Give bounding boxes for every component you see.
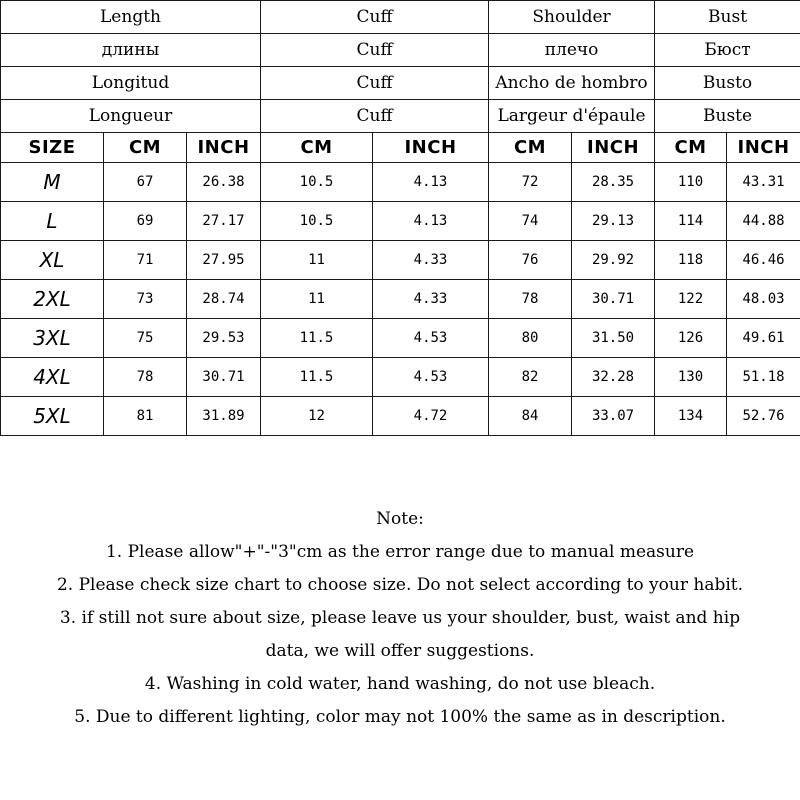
shoulder-inch: 31.50 — [572, 319, 655, 358]
length-cm: 81 — [104, 397, 187, 436]
length-inch: 30.71 — [187, 358, 261, 397]
size-label: 4XL — [1, 358, 104, 397]
header-cuff: Cuff — [261, 1, 489, 34]
header-length: длины — [1, 34, 261, 67]
shoulder-cm: 84 — [489, 397, 572, 436]
header-bust: Busto — [655, 67, 800, 100]
bust-cm: 122 — [655, 280, 727, 319]
cuff-cm: 11 — [261, 280, 373, 319]
header-shoulder: Shoulder — [489, 1, 655, 34]
length-inch: 28.74 — [187, 280, 261, 319]
unit-inch: INCH — [187, 133, 261, 163]
shoulder-inch: 29.13 — [572, 202, 655, 241]
cuff-cm: 11.5 — [261, 358, 373, 397]
cuff-inch: 4.33 — [373, 280, 489, 319]
shoulder-inch: 29.92 — [572, 241, 655, 280]
cuff-inch: 4.13 — [373, 202, 489, 241]
unit-row — [1, 133, 800, 163]
cuff-inch: 4.13 — [373, 163, 489, 202]
bust-inch: 48.03 — [727, 280, 800, 319]
note-line: 1. Please allow"+"-"3"cm as the error range due to manual measure — [105, 542, 695, 562]
header-shoulder: Largeur d'épaule — [489, 100, 655, 133]
length-inch: 29.53 — [187, 319, 261, 358]
header-length: Longueur — [1, 100, 261, 133]
header-bust: Buste — [655, 100, 800, 133]
note-line: 2. Please check size chart to choose size. Do not select according to your habit. — [56, 575, 744, 595]
bust-inch: 46.46 — [727, 241, 800, 280]
table-row — [1, 241, 800, 280]
cuff-cm: 11 — [261, 241, 373, 280]
size-label: 5XL — [1, 397, 104, 436]
shoulder-inch: 33.07 — [572, 397, 655, 436]
shoulder-inch: 32.28 — [572, 358, 655, 397]
header-length: Longitud — [1, 67, 261, 100]
header-length: Length — [1, 1, 261, 34]
table-row — [1, 358, 800, 397]
length-inch: 26.38 — [187, 163, 261, 202]
length-cm: 78 — [104, 358, 187, 397]
cuff-cm: 11.5 — [261, 319, 373, 358]
note-line: data, we will offer suggestions. — [265, 641, 535, 661]
cuff-inch: 4.53 — [373, 358, 489, 397]
note-line: 3. if still not sure about size, please leave us your shoulder, bust, waist and hip — [59, 608, 741, 628]
bust-inch: 43.31 — [727, 163, 800, 202]
bust-cm: 130 — [655, 358, 727, 397]
bust-cm: 126 — [655, 319, 727, 358]
bust-cm: 134 — [655, 397, 727, 436]
shoulder-cm: 78 — [489, 280, 572, 319]
notes-title: Note: — [376, 509, 424, 529]
cuff-cm: 12 — [261, 397, 373, 436]
header-bust: Бюст — [655, 34, 800, 67]
header-row-english — [1, 1, 800, 34]
header-shoulder: плечо — [489, 34, 655, 67]
length-inch: 31.89 — [187, 397, 261, 436]
cuff-inch: 4.53 — [373, 319, 489, 358]
unit-cm: CM — [104, 133, 187, 163]
table-row — [1, 280, 800, 319]
shoulder-cm: 74 — [489, 202, 572, 241]
shoulder-cm: 76 — [489, 241, 572, 280]
size-label: XL — [1, 241, 104, 280]
header-row-french — [1, 100, 800, 133]
header-cuff: Cuff — [261, 100, 489, 133]
unit-inch: INCH — [373, 133, 489, 163]
header-cuff: Cuff — [261, 67, 489, 100]
header-shoulder: Ancho de hombro — [489, 67, 655, 100]
bust-cm: 114 — [655, 202, 727, 241]
unit-cm: CM — [655, 133, 727, 163]
table-row — [1, 319, 800, 358]
size-label: L — [1, 202, 104, 241]
header-row-spanish — [1, 67, 800, 100]
shoulder-cm: 80 — [489, 319, 572, 358]
shoulder-inch: 30.71 — [572, 280, 655, 319]
cuff-cm: 10.5 — [261, 202, 373, 241]
size-label: 3XL — [1, 319, 104, 358]
cuff-inch: 4.33 — [373, 241, 489, 280]
cuff-cm: 10.5 — [261, 163, 373, 202]
length-inch: 27.17 — [187, 202, 261, 241]
header-bust: Bust — [655, 1, 800, 34]
bust-inch: 51.18 — [727, 358, 800, 397]
length-cm: 73 — [104, 280, 187, 319]
size-label: 2XL — [1, 280, 104, 319]
length-inch: 27.95 — [187, 241, 261, 280]
bust-cm: 118 — [655, 241, 727, 280]
bust-inch: 44.88 — [727, 202, 800, 241]
bust-cm: 110 — [655, 163, 727, 202]
shoulder-cm: 72 — [489, 163, 572, 202]
size-column-header: SIZE — [1, 133, 104, 163]
table-row — [1, 202, 800, 241]
unit-inch: INCH — [572, 133, 655, 163]
header-cuff: Cuff — [261, 34, 489, 67]
note-line: 4. Washing in cold water, hand washing, do not use bleach. — [144, 674, 656, 694]
size-label: M — [1, 163, 104, 202]
bust-inch: 49.61 — [727, 319, 800, 358]
header-row-russian — [1, 34, 800, 67]
shoulder-cm: 82 — [489, 358, 572, 397]
table-row — [1, 163, 800, 202]
length-cm: 69 — [104, 202, 187, 241]
unit-inch: INCH — [727, 133, 800, 163]
length-cm: 71 — [104, 241, 187, 280]
table-row — [1, 397, 800, 436]
unit-cm: CM — [261, 133, 373, 163]
shoulder-inch: 28.35 — [572, 163, 655, 202]
length-cm: 67 — [104, 163, 187, 202]
cuff-inch: 4.72 — [373, 397, 489, 436]
note-line: 5. Due to different lighting, color may not 100% the same as in description. — [74, 707, 726, 727]
length-cm: 75 — [104, 319, 187, 358]
bust-inch: 52.76 — [727, 397, 800, 436]
notes-section — [0, 503, 800, 734]
unit-cm: CM — [489, 133, 572, 163]
